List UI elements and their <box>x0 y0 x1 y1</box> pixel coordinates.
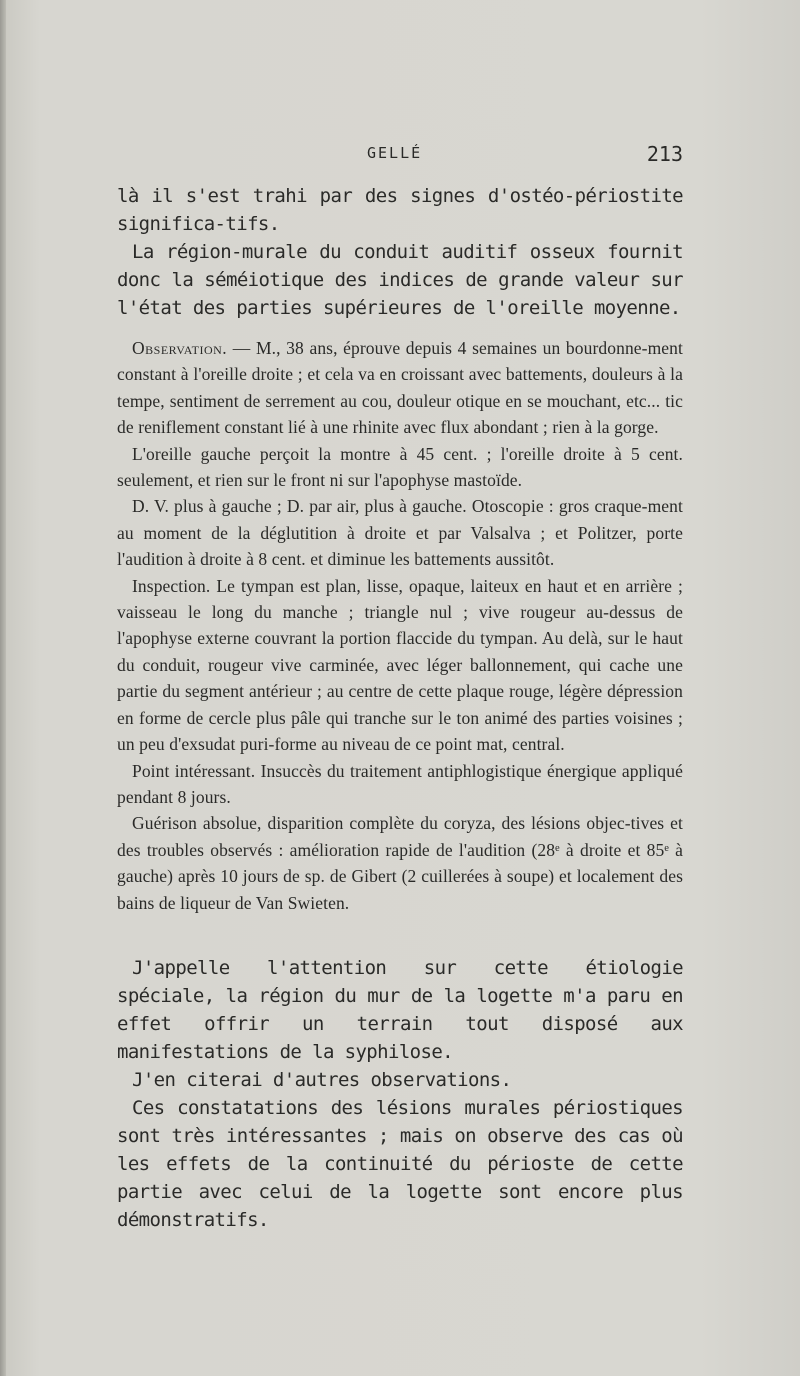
intro-section <box>117 182 683 322</box>
observation-text-1: — M., 38 ans, éprouve depuis 4 semaines un bourdonne-ment constant à l'oreille droite ; et cela va en croissant avec battements, douleurs à la tempe, sentiment de serrement au cou, douleur otique en se mouchant, etc... tic de reniflement constant lié à une rhinite avec flux abondant ; rien à la gorge. <box>117 338 683 438</box>
closing-section <box>117 954 683 1234</box>
observation-paragraph-2: L'oreille gauche perçoit la montre à 45 cent. ; l'oreille droite à 5 cent. seulement, et rien sur le front ni sur l'apophyse mastoïde. <box>117 443 683 491</box>
closing-paragraph-1: J'appelle l'attention sur cette étiologie spéciale, la région du mur de la logette m'a paru en effet offrir un terrain tout disposé aux manifestations de la syphilose. <box>117 957 683 1063</box>
running-head <box>117 142 683 168</box>
intro-paragraph-1: là il s'est trahi par des signes d'ostéo-périostite significa-tifs. <box>117 185 683 235</box>
page-binding-edge <box>0 0 6 1376</box>
observation-paragraph-6: Guérison absolue, disparition complète du coryza, des lésions objec-tives et des troubles observés : amélioration rapide de l'audition (28ᵉ à droite et 85ᵉ à gauche) après 10 jours de sp. de Gibert (2 cuillerées à soupe) et localement des bains de liqueur de Van Swieten. <box>117 813 683 913</box>
closing-paragraph-3: Ces constatations des lésions murales périostiques sont très intéressantes ; mais on observe des cas où les effets de la continuité du périoste de cette partie avec celui de la logette sont encore plus démonstratifs. <box>117 1097 683 1231</box>
closing-paragraph-2: J'en citerai d'autres observations. <box>132 1069 512 1091</box>
observation-paragraph-3: D. V. plus à gauche ; D. par air, plus à gauche. Otoscopie : gros craque-ment au moment de la déglutition à droite et par Valsalva ; et Politzer, porte l'audition à droite à 8 cent. et diminue les battements aussitôt. <box>117 496 683 570</box>
observation-paragraph-1 <box>117 335 683 441</box>
observation-label: Observation. <box>132 338 228 358</box>
intro-paragraph-2: La région-murale du conduit auditif osseux fournit donc la séméiotique des indices de grande valeur sur l'état des parties supérieures de l'oreille moyenne. <box>117 241 683 319</box>
running-head-title: GELLÉ <box>367 144 423 162</box>
observation-section <box>117 335 683 916</box>
page-number: 213 <box>646 142 683 166</box>
observation-paragraph-5: Point intéressant. Insuccès du traitement antiphlogistique énergique appliqué pendant 8 jours. <box>117 760 683 807</box>
observation-paragraph-4: Inspection. Le tympan est plan, lisse, opaque, laiteux en haut et en arrière ; vaisseau le long du manche ; triangle nul ; vive rougeur au-dessus de l'apophyse externe couvrant la portion flaccide du tympan. Au delà, sur le haut du conduit, rougeur vive carminée, avec léger ballonnement, qui cache une partie du segment antérieur ; au centre de cette plaque rouge, légère dépression en forme de cercle plus pâle qui tranche sur le ton animé des parties voisines ; un peu d'exsudat puri-forme au niveau de ce point mat, central. <box>117 575 683 755</box>
